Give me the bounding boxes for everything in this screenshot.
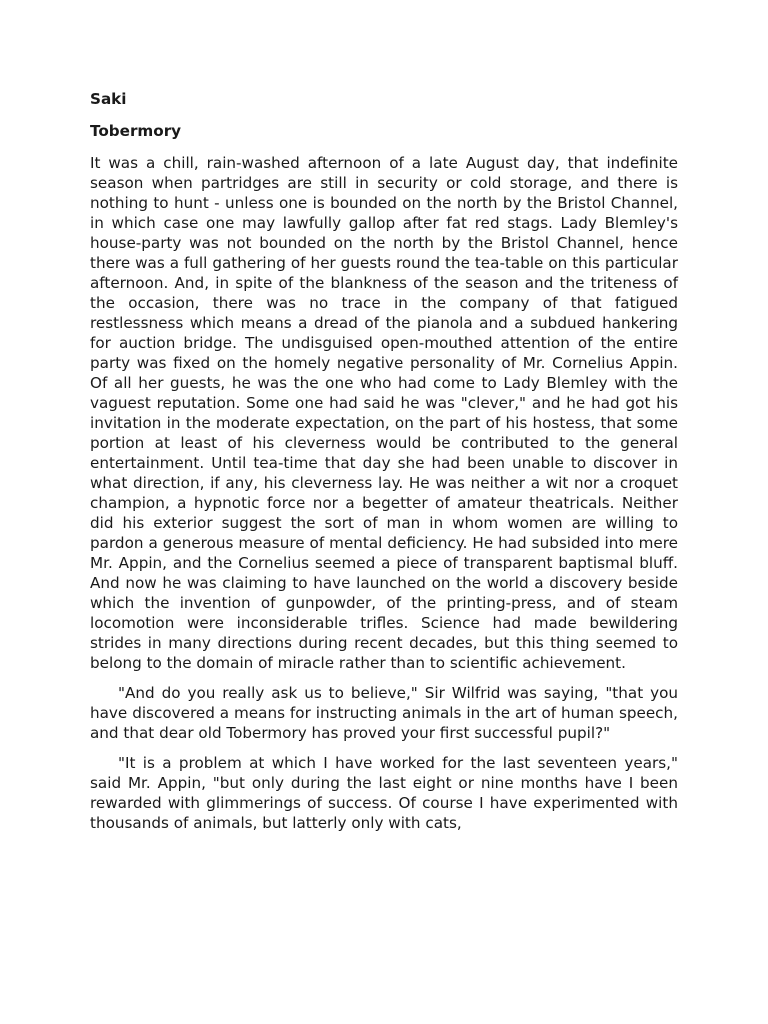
story-title: Tobermory	[90, 122, 182, 140]
paragraph-2: "And do you really ask us to believe," Sir Wilfrid was saying, "that you have discovered a means for instructing animals in the art of human speech, and that dear old Tobermory has proved your first successful pupil?"	[90, 684, 678, 742]
paragraph-1: It was a chill, rain-washed afternoon of a late August day, that indefinite season when partridges are still in security or cold storage, and there is nothing to hunt - unless one is bounded on the north by the Bristol Channel, in which case one may lawfully gallop after fat red stags. Lady Blemley's house-party was not bounded on the north by the Bristol Channel, hence there was a full gathering of her guests round the tea-table on this particular afternoon. And, in spite of the blankness of the season and the triteness of the occasion, there was no trace in the company of that fatigued restlessness which means a dread of the pianola and a subdued hankering for auction bridge. The undisguised open-mouthed attention of the entire party was fixed on the homely negative personality of Mr. Cornelius Appin. Of all her guests, he was the one who had come to Lady Blemley with the vaguest reputation. Some one had said he was "clever," and he had got his invitation in the moderate expectation, on the part of his hostess, that some portion at least of his cleverness would be contributed to the general entertainment. Until tea-time that day she had been unable to discover in what direction, if any, his cleverness lay. He was neither a wit nor a croquet champion, a hypnotic force nor a begetter of amateur theatricals. Neither did his exterior suggest the sort of man in whom women are willing to pardon a generous measure of mental deficiency. He had subsided into mere Mr. Appin, and the Cornelius seemed a piece of transparent baptismal bluff. And now he was claiming to have launched on the world a discovery beside which the invention of gunpowder, of the printing-press, and of steam locomotion were inconsiderable trifles. Science had made bewildering strides in many directions during recent decades, but this thing seemed to belong to the domain of miracle rather than to scientific achievement.	[90, 154, 678, 672]
author-name: Saki	[90, 90, 127, 108]
document-body	[90, 89, 678, 843]
paragraph-3: "It is a problem at which I have worked for the last seventeen years," said Mr. Appin, "but only during the last eight or nine months have I been rewarded with glimmerings of success. Of course I have experimented with thousands of animals, but latterly only with cats,	[90, 754, 678, 832]
